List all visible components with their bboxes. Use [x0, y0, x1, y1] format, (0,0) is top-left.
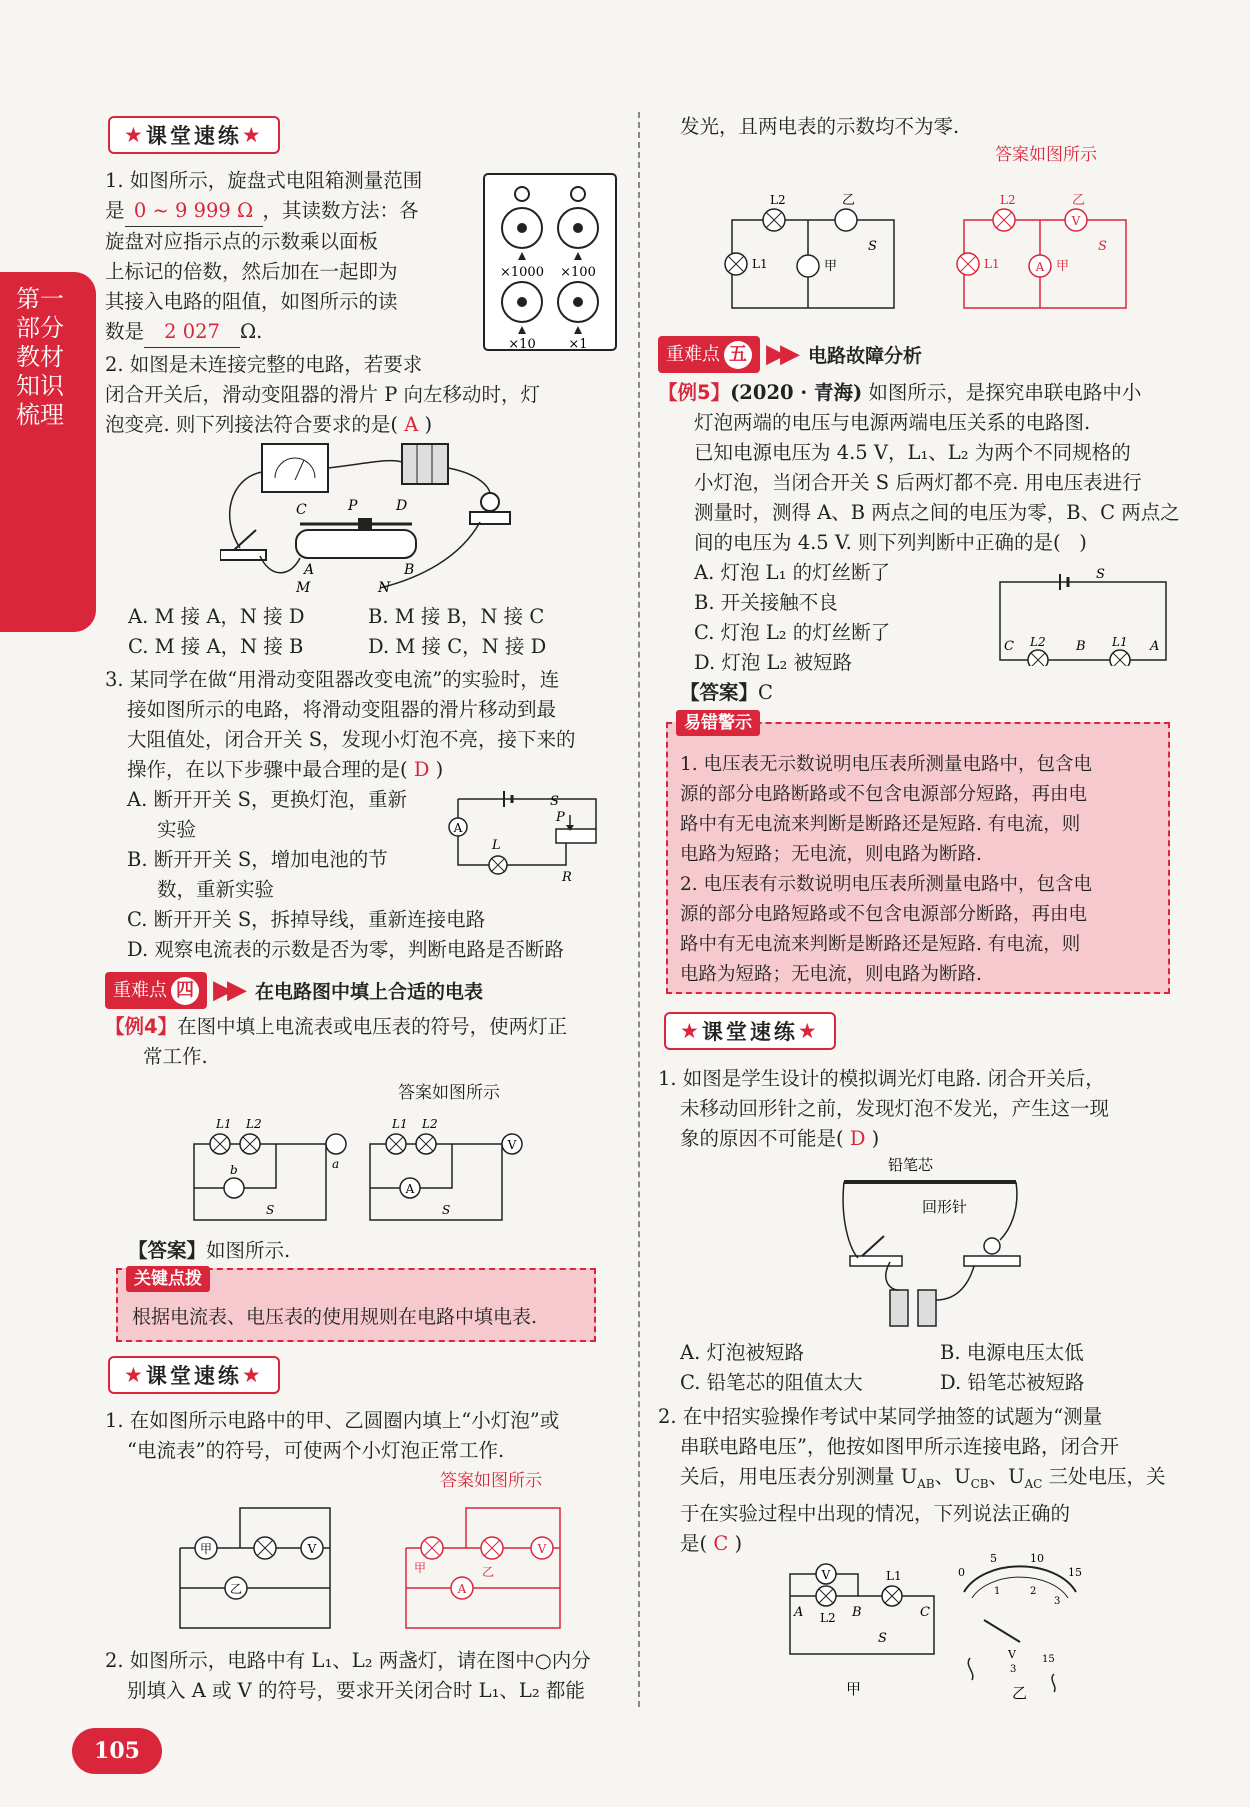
svg-text:L: L [492, 838, 501, 853]
svg-text:A: A [1150, 639, 1160, 654]
kt3-question-1: 1. 如图是学生设计的模拟调光灯电路. 闭合开关后， 未移动回形针之前，发现灯泡不发光，产生这一现 象的原因不可能是( D ) [658, 1067, 1110, 1150]
svg-text:L2: L2 [1030, 635, 1046, 649]
svg-text:15: 15 [1068, 1566, 1082, 1579]
svg-text:A: A [457, 1582, 467, 1596]
svg-text:0: 0 [958, 1566, 965, 1579]
svg-text:C: C [296, 502, 307, 518]
section-banner-ketang-2: ★ 课堂速练 ★ [108, 1356, 280, 1394]
svg-text:V: V [1008, 1648, 1016, 1661]
q2-answer: A [404, 413, 419, 436]
q2-options: A. M 接 A，N 接 D B. M 接 B，N 接 C C. M 接 A，N 接 B D. M 接 C，N 接 D [128, 605, 547, 658]
resistance-box-figure [482, 172, 618, 352]
svg-text:A: A [794, 1605, 804, 1620]
section-heading-zdd4: 重难点 四 ▶▶ 在电路图中填上合适的电表 [105, 972, 483, 1008]
svg-text:铅笔芯: 铅笔芯 [888, 1156, 934, 1174]
voltmeter-yi-figure [950, 1550, 1090, 1700]
q1-answer-range: 0 ~ 9 999 Ω [125, 196, 263, 227]
svg-text:甲: 甲 [1056, 259, 1070, 274]
svg-text:B: B [852, 1605, 862, 1620]
svg-text:L1: L1 [886, 1569, 902, 1583]
svg-text:5: 5 [990, 1552, 997, 1565]
svg-text:P: P [348, 498, 358, 514]
circuit-q3-figure [446, 785, 626, 885]
question-2: 2. 如图是未连接完整的电路，若要求 闭合开关后，滑动变阻器的滑片 P 向左移动时，灯 泡变亮. 则下列接法符合要求的是( A ) [105, 353, 541, 436]
svg-text:L2: L2 [1000, 193, 1016, 207]
svg-text:V: V [537, 1542, 547, 1556]
svg-text:a: a [332, 1157, 340, 1171]
question-3: 3. 某同学在做“用滑动变阻器改变电流”的实验时，连 接如图所示的电路，将滑动变阻器的滑片移动到最 大阻值处，闭合开关 S，发现小灯泡不亮，接下来的 操作，在以下步骤中最合理的是( D ) A. 断开开关 S，更换灯泡，重新 实验 B. 断开开关 S，增加电池的节 数，重新实验 C. 断开开关 S，拆掉导线，重新连接电路 D. 观察电流表的示数是否为零，判断电路是否断路 [105, 668, 576, 961]
svg-text:3: 3 [1054, 1596, 1061, 1607]
svg-text:B: B [1076, 639, 1086, 654]
svg-text:A: A [304, 562, 315, 578]
svg-text:甲: 甲 [414, 1561, 427, 1575]
svg-text:1: 1 [994, 1586, 1001, 1597]
dial-label-100: ×100 [560, 265, 596, 280]
key-point-box: 关键点拨 根据电流表、电压表的使用规则在电路中填电表. [116, 1268, 596, 1342]
ex4-answer-caption: 答案如图所示 [398, 1083, 500, 1103]
svg-text:回形针: 回形针 [922, 1198, 968, 1216]
svg-text:V: V [1071, 214, 1081, 228]
svg-text:R: R [562, 870, 572, 885]
svg-text:S: S [1098, 239, 1107, 254]
svg-text:C: C [1004, 639, 1014, 654]
dial-label-10: ×10 [508, 337, 536, 352]
svg-text:S: S [550, 794, 559, 809]
svg-text:N: N [378, 580, 391, 594]
svg-text:C: C [920, 1605, 930, 1620]
ex4-answer: 【答案】如图所示. [128, 1239, 291, 1262]
svg-text:L2: L2 [246, 1117, 262, 1131]
svg-text:15: 15 [1042, 1654, 1055, 1665]
svg-text:甲: 甲 [846, 1680, 862, 1698]
page-number: 105 [72, 1728, 162, 1774]
svg-text:甲: 甲 [199, 1542, 213, 1556]
chapter-sidebar-text: 第一部分 教材知识梳理 [16, 285, 64, 429]
section-heading-zdd5: 重难点 五 ▶▶ 电路故障分析 [658, 336, 922, 372]
svg-text:S: S [878, 1631, 887, 1646]
kt2-question-2: 2. 如图所示，电路中有 L₁、L₂ 两盏灯，请在图中○内分 别填入 A 或 V 的符号，要求开关闭合时 L₁、L₂ 都能 [105, 1649, 591, 1702]
svg-text:M: M [296, 580, 311, 594]
dimmer-circuit-figure [840, 1150, 1030, 1330]
svg-text:S: S [442, 1203, 451, 1217]
svg-text:L1: L1 [392, 1117, 408, 1131]
section-banner-ketang-3: ★ 课堂速练 ★ [664, 1012, 836, 1050]
svg-text:D: D [396, 498, 408, 514]
svg-text:P: P [556, 810, 565, 825]
svg-text:3: 3 [1010, 1664, 1017, 1675]
svg-text:A: A [405, 1182, 415, 1196]
column-divider [638, 112, 640, 1707]
svg-text:L1: L1 [984, 257, 1000, 271]
svg-text:S: S [266, 1203, 275, 1217]
kt3-question-2: 2. 在中招实验操作考试中某同学抽签的试题为“测量 串联电路电压”，他按如图甲所示连接电路，闭合开 关后，用电压表分别测量 $U_{AB}$、$U_{CB}$、$U_{AC}$ 三处电压，关 于在实验过程中出现的情况，下列说法正确的 是( C ) [658, 1405, 1166, 1555]
kt3-q2-answer: C [713, 1531, 729, 1555]
section-banner-ketang: ★ 课堂速练 ★ [108, 116, 280, 154]
right-answer-caption: 答案如图所示 [995, 145, 1097, 165]
kt2-q2-continued: 发光，且两电表的示数均不为零. [680, 115, 960, 138]
svg-text:甲: 甲 [824, 259, 838, 274]
example-4: 【例4】在图中填上电流表或电压表的符号，使两灯正 常工作. [105, 1015, 568, 1068]
svg-text:乙: 乙 [482, 1565, 495, 1579]
svg-text:10: 10 [1030, 1552, 1044, 1565]
dial-label-1000: ×1000 [500, 265, 544, 280]
kt2-question-1: 1. 在如图所示电路中的甲、乙圆圈内填上“小灯泡”或 “电流表”的符号，可使两个小灯泡正常工作. [105, 1409, 560, 1462]
svg-text:乙: 乙 [1012, 1684, 1028, 1700]
kt3-q1-answer: D [849, 1127, 866, 1150]
svg-text:L1: L1 [1112, 635, 1128, 649]
svg-text:S: S [1096, 567, 1105, 582]
kt2-circuits-figure [170, 1500, 590, 1636]
warning-box: 易错警示 1. 电压表无示数说明电压表所测量电路中，包含电 源的部分电路断路或不包含电源部分短路，再由电 路中有无电流来判断是断路还是短路. 有电流，则 电路为短路；无电流，则电路为断路. 2. 电压表有示数说明电压表所测量电路中，包含电 源的部分电路短路或不包含电源部分断路，再由电 路中有无电流来判断是断路还是短路. 有电流，则 电路为短路；无电流，则电路为断路. [666, 722, 1170, 994]
svg-text:L1: L1 [752, 257, 768, 271]
svg-text:V: V [307, 1542, 317, 1556]
question-1: 1. 如图所示，旋盘式电阻箱测量范围 是 0 ~ 9 999 Ω ，其读数方法：各 旋盘对应指示点的示数乘以面板 上标记的倍数，然后加在一起即为 其接入电路的阻值，如图所示的读 数是 2 027 Ω. [105, 166, 475, 348]
ex4-circuits-figure [186, 1108, 546, 1228]
svg-text:V: V [821, 1568, 831, 1582]
q3-answer: D [413, 758, 430, 781]
svg-text:B: B [404, 562, 415, 578]
kt3-q1-options: A. 灯泡被短路 B. 电源电压太低 C. 铅笔芯的阻值太大 D. 铅笔芯被短路 [680, 1341, 1085, 1394]
example-5: 【例5】(2020 · 青海) 如图所示，是探究串联电路中小 灯泡两端的电压与电源两端电压关系的电路图. 已知电源电压为 4.5 V，L₁、L₂ 为两个不同规格的 小灯泡，当闭合开关 S 后两灯都不亮. 用电压表进行 测量时，测得 A、B 两点之间的电压为零，B、C 两点之 间的电压为 4.5 V. 则下列判断中正确的是( ) A. 灯泡 L₁ 的灯丝断了 B. 开关接触不良 C. 灯泡 L₂ 的灯丝断了 D. 灯泡 L₂ 被短路 【答案】C [658, 381, 1180, 704]
svg-text:b: b [230, 1163, 238, 1177]
svg-text:2: 2 [1030, 1586, 1037, 1597]
svg-text:A: A [453, 821, 463, 835]
ex5-circuit-figure [996, 566, 1176, 666]
svg-text:L2: L2 [770, 193, 786, 207]
svg-text:S: S [868, 239, 877, 254]
svg-text:V: V [507, 1138, 517, 1152]
svg-text:L1: L1 [216, 1117, 232, 1131]
svg-text:乙: 乙 [1072, 193, 1086, 208]
circuit-q2-figure [220, 438, 550, 594]
dial-label-1: ×1 [568, 337, 588, 352]
kt2-answer-caption: 答案如图所示 [440, 1471, 542, 1491]
series-circuit-jia-figure [786, 1552, 966, 1702]
svg-text:A: A [1035, 260, 1045, 274]
q1-answer-value: 2 027 [144, 317, 240, 348]
svg-text:L2: L2 [820, 1611, 836, 1625]
right-circuits-figure [722, 176, 1132, 316]
svg-text:乙: 乙 [229, 1582, 243, 1596]
svg-text:乙: 乙 [842, 193, 856, 208]
svg-text:L2: L2 [422, 1117, 438, 1131]
